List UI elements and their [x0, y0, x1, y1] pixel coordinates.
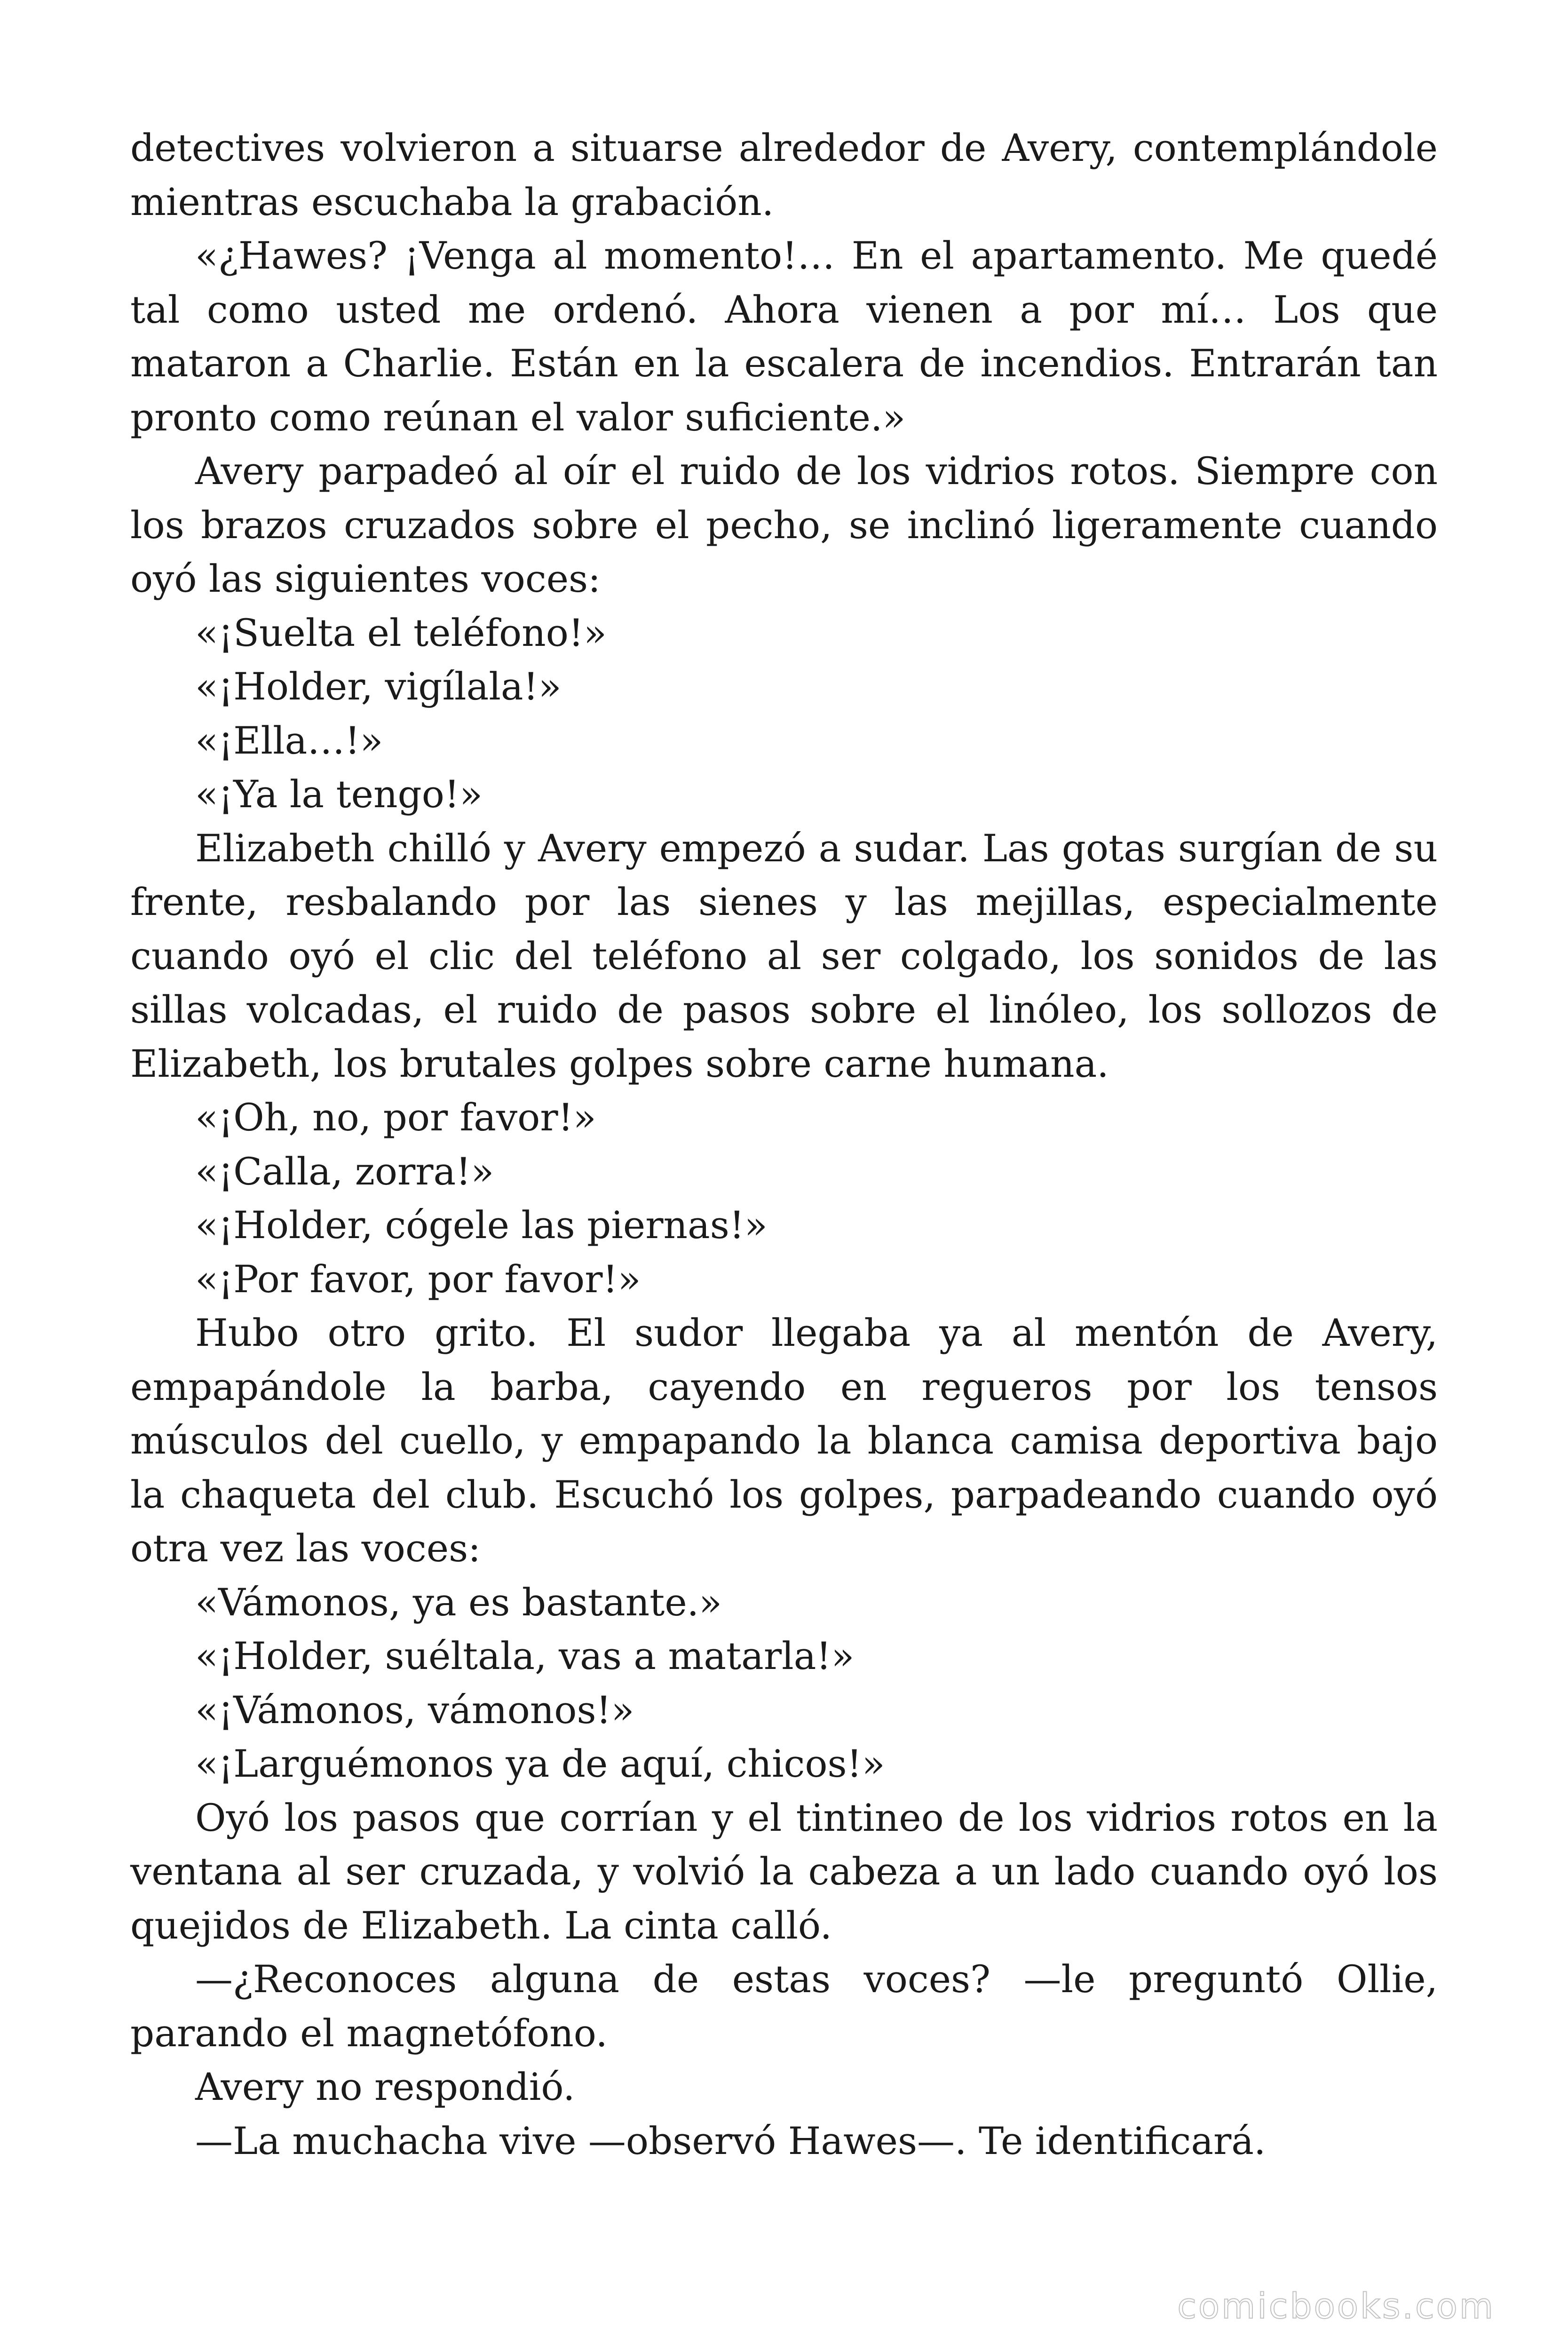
- dialog-line: «¡Holder, suéltala, vas a matarla!»: [195, 1634, 855, 1678]
- dialog-line: «¡Vámonos, vámonos!»: [195, 1688, 634, 1732]
- paragraph: Oyó los pasos que corrían y el tintineo de los vidrios rotos en la ventana al ser cruzada, y volvió la cabeza a un lado cuando oyó los quejidos de Elizabeth. La cinta calló.: [130, 1796, 1438, 1947]
- paragraph: Avery parpadeó al oír el ruido de los vidrios rotos. Siempre con los brazos cruzados sobre el pecho, se inclinó ligeramente cuando oyó las siguientes voces:: [130, 449, 1438, 601]
- paragraph: Elizabeth chilló y Avery empezó a sudar. Las gotas surgían de su frente, resbalando por las sienes y las mejillas, especialmente cuando oyó el clic del teléfono al ser colgado, los sonidos de las sillas volcadas, el ruido de pasos sobre el linóleo, los sollozos de Elizabeth, los brutales golpes sobre carne humana.: [130, 826, 1438, 1086]
- dialog-line: «¡Suelta el teléfono!»: [195, 611, 607, 655]
- dialog-line: «¡Ya la tengo!»: [195, 772, 483, 816]
- dialog-line: «¡Oh, no, por favor!»: [195, 1096, 596, 1139]
- dialog-line: «¡Por favor, por favor!»: [195, 1257, 641, 1301]
- paragraph: Hubo otro grito. El sudor llegaba ya al mentón de Avery, empapándole la barba, cayendo en regueros por los tensos músculos del cuello, y empapando la blanca camisa deportiva bajo la chaqueta del club. Escuchó los golpes, parpadeando cuando oyó otra vez las voces:: [130, 1311, 1438, 1570]
- paragraph: «¿Hawes? ¡Venga al momento!… En el apartamento. Me quedé tal como usted me ordenó. Ahora vienen a por mí… Los que mataron a Charlie. Están en la escalera de incendios. Entrarán tan pronto como reúnan el valor suficiente.»: [130, 234, 1438, 439]
- dialog-line: «¡Holder, cógele las piernas!»: [195, 1203, 768, 1247]
- dialog-line: «¡Calla, zorra!»: [195, 1149, 494, 1193]
- dialog-line: «¡Holder, vigílala!»: [195, 665, 562, 708]
- body-text: [130, 121, 1438, 2168]
- watermark-text: comicbooks.com: [1177, 2286, 1495, 2327]
- paragraph: detectives volvieron a situarse alrededor de Avery, contemplándole mientras escuchaba la grabación.: [130, 126, 1438, 224]
- paragraph: Avery no respondió.: [195, 2065, 575, 2109]
- dialog-line: «¡Larguémonos ya de aquí, chicos!»: [195, 1742, 885, 1786]
- dialog-line: «Vámonos, ya es bastante.»: [195, 1580, 722, 1624]
- paragraph: —La muchacha vive —observó Hawes—. Te identificará.: [195, 2119, 1266, 2163]
- dialog-line: «¡Ella…!»: [195, 718, 383, 763]
- paragraph: —¿Reconoces alguna de estas voces? —le preguntó Ollie, parando el magnetófono.: [130, 1957, 1438, 2055]
